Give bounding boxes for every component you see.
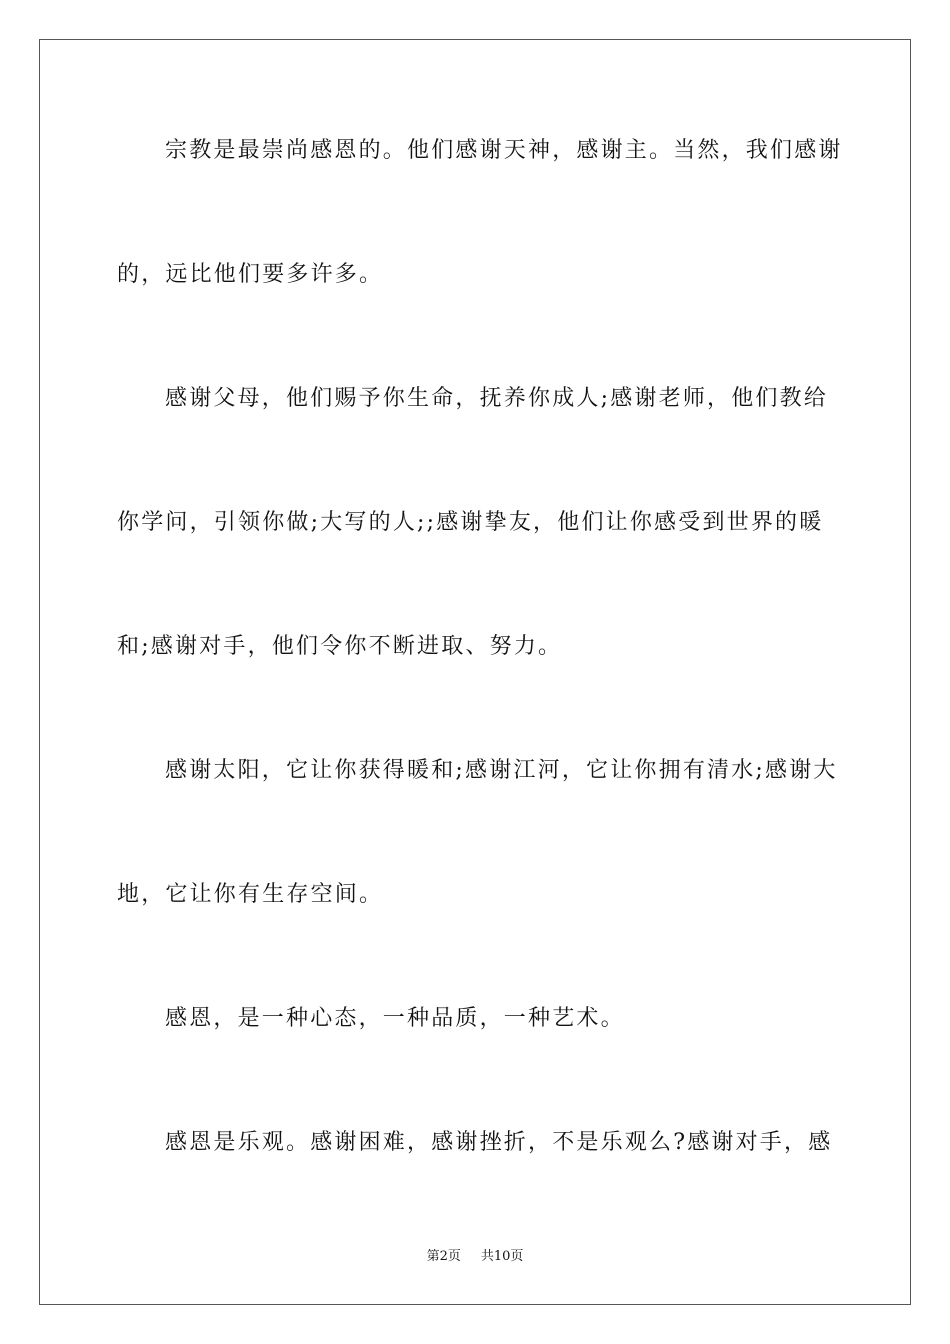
page-frame (39, 39, 911, 1305)
page-number: 第2页 (426, 1249, 461, 1264)
page-footer (0, 1248, 950, 1266)
body-line-9: 感恩是乐观。感谢困难，感谢挫折，不是乐观么?感谢对手，感 (165, 1130, 833, 1155)
body-line-4: 你学问，引领你做;大写的人;;感谢挚友，他们让你感受到世界的暖 (117, 510, 824, 535)
body-line-2: 的，远比他们要多许多。 (117, 262, 384, 287)
body-line-1: 宗教是最崇尚感恩的。他们感谢天神，感谢主。当然，我们感谢 (165, 138, 843, 163)
body-line-7: 地，它让你有生存空间。 (117, 882, 384, 907)
body-line-5: 和;感谢对手，他们令你不断进取、努力。 (117, 634, 563, 659)
page-total: 共10页 (480, 1249, 524, 1264)
body-line-8: 感恩，是一种心态，一种品质，一种艺术。 (165, 1006, 625, 1031)
body-line-3: 感谢父母，他们赐予你生命，抚养你成人;感谢老师，他们教给 (165, 386, 829, 411)
body-line-6: 感谢太阳，它让你获得暖和;感谢江河，它让你拥有清水;感谢大 (165, 758, 838, 783)
